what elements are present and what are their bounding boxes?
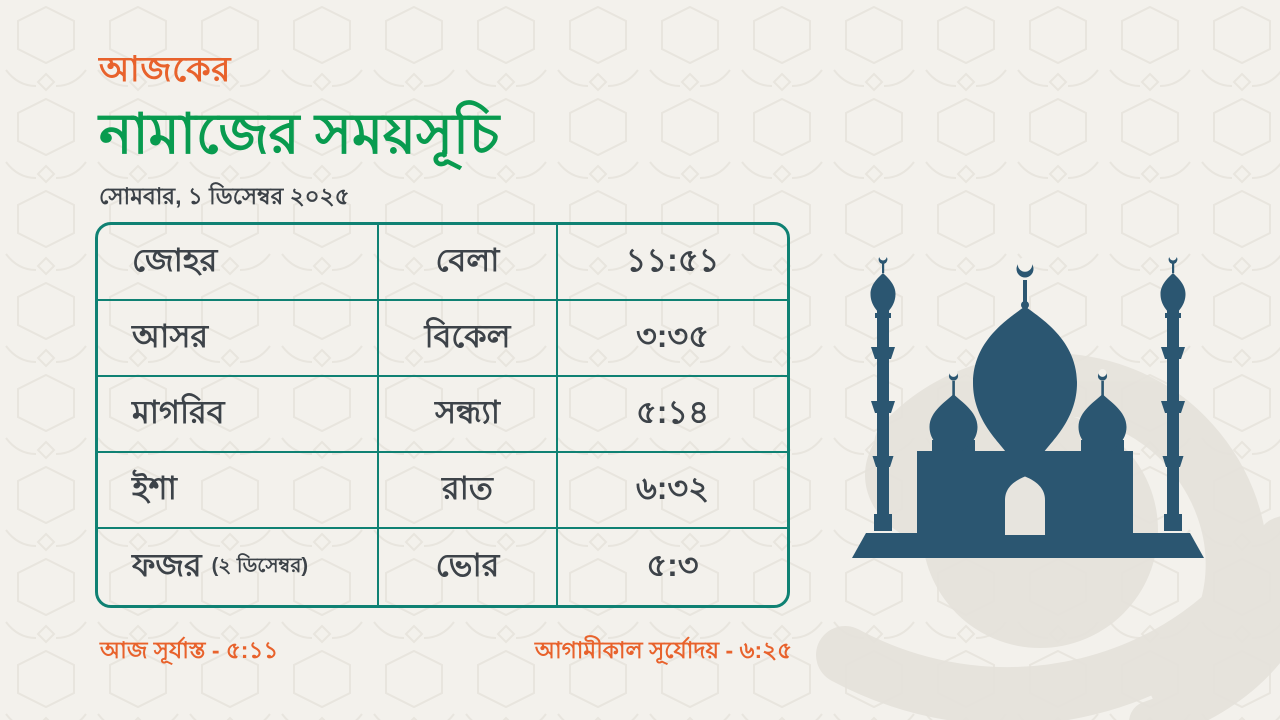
prayer-note: (২ ডিসেম্বর) [211,554,308,577]
prayer-name-cell [98,453,379,529]
prayer-time-cell: ৩:৩৫ [558,301,787,377]
prayer-period-cell: বেলা [379,225,558,301]
prayer-period-cell: সন্ধ্যা [379,377,558,453]
sunrise-label: আগামীকাল সূর্যোদয় - ৬:২৫ [534,637,792,663]
prayer-name: ইশা [132,470,177,506]
prayer-name: আসর [132,318,209,354]
prayer-name-cell [98,301,379,377]
page-title: নামাজের সময়সূচি [99,102,500,165]
prayer-name: জোহর [132,242,218,278]
prayer-time-cell: ৫:১৪ [558,377,787,453]
prayer-name-cell [98,529,379,605]
prayer-times-table [95,222,790,608]
prayer-name-cell [98,225,379,301]
prayer-time-cell: ১১:৫১ [558,225,787,301]
prayer-time-cell: ৬:৩২ [558,453,787,529]
prayer-name: মাগরিব [132,394,225,430]
header [99,42,499,217]
prayer-time-cell: ৫:৩ [646,547,699,583]
footer [100,632,792,671]
page-date: সোমবার, ১ ডিসেম্বর ২০২৫ [99,182,350,209]
prayer-name-cell [98,377,379,453]
prayer-period-cell: রাত [379,453,558,529]
sunset-label: আজ সূর্যাস্ত - ৫:১১ [100,637,279,663]
prayer-period-cell: ভোর [379,529,558,605]
prayer-name: ফজর [132,547,202,583]
mosque-illustration [848,254,1208,566]
prayer-period-cell: বিকেল [379,301,558,377]
header-kicker: আজকের [99,50,231,89]
